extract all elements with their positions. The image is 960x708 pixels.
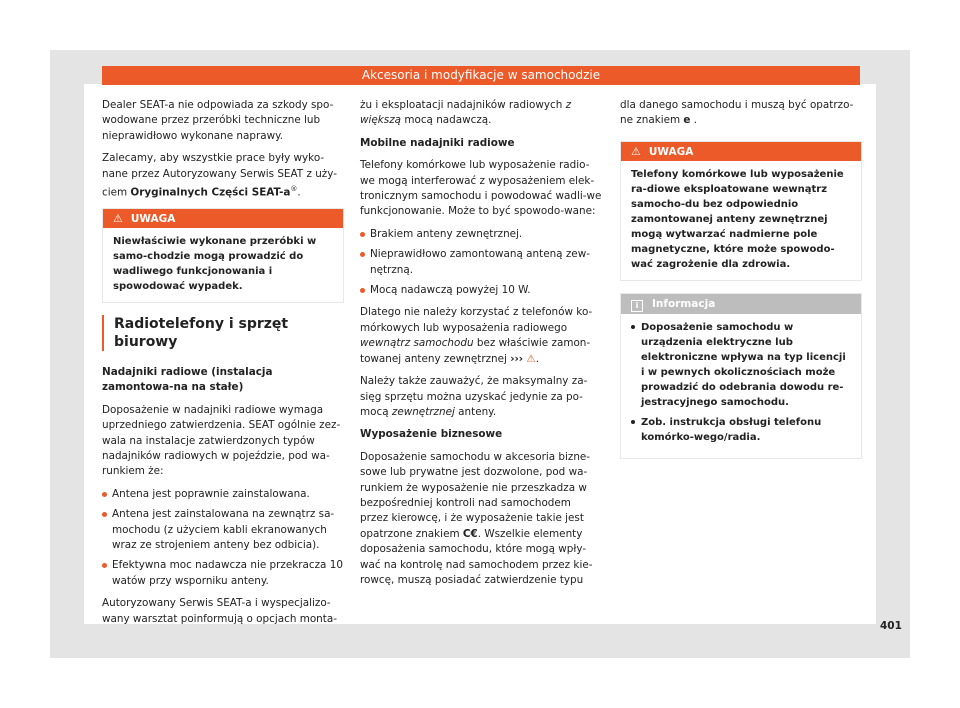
warning-box bbox=[102, 208, 344, 303]
list-item: Zob. instrukcja obsługi telefonu komórko-wego/radia. bbox=[631, 415, 851, 445]
subheading: Wyposażenie biznesowe bbox=[360, 428, 503, 441]
paragraph: Telefony komórkowe lub wyposażenie radio-we mogą interferować z wyposażeniem elek-tronicznym samochodu i powodować wadli-we funkcjonowanie. Może to być spowodo-wane: bbox=[360, 159, 602, 218]
paragraph: Doposażenie samochodu w akcesoria bizne-sowe lub prywatne jest dozwolone, pod wa-runkiem że wyposażenie nie przeszkadza w bezpośredniej kontroli nad samochodem przez kierowcę, i że wyposażenie takie jest opatrzone znakiem C€. Wszelkie elementy doposażenia samochodu, które mogą wpły-wać na kontrolę nad samochodem przez kie-rowcę, muszą posiadać zatwierdzenie typu bbox=[360, 450, 593, 586]
paragraph: Doposażenie w nadajniki radiowe wymaga uprzedniego zatwierdzenia. SEAT ogólnie zez-wala na instalacje zatwierdzonych typów nadajników radiowych w pojeździe, pod wa-runkiem że: bbox=[102, 403, 341, 478]
subheading: Nadajniki radiowe (instalacja zamontowa-na na stałe) bbox=[102, 365, 273, 394]
column-2 bbox=[360, 98, 602, 595]
list-item: Doposażenie samochodu w urządzenia elektryczne lub elektroniczne wpływa na typ licencji i w pewnych okolicznościach może prowadzić do odebrania dowodu re-jestracyjnego samochodu. bbox=[631, 320, 851, 410]
info-box bbox=[620, 293, 862, 459]
warning-header: ⚠ UWAGA bbox=[621, 142, 861, 161]
subheading: Mobilne nadajniki radiowe bbox=[360, 136, 515, 149]
column-3 bbox=[620, 98, 862, 459]
info-header: i Informacja bbox=[621, 294, 861, 314]
info-icon: i bbox=[631, 300, 643, 312]
warning-ref-icon[interactable]: ⚠ bbox=[526, 352, 536, 365]
e-mark: e bbox=[683, 114, 691, 127]
chapter-header: Akcesoria i modyfikacje w samochodzie bbox=[102, 66, 860, 85]
paragraph: Autoryzowany Serwis SEAT-a i wyspecjalizo-wany warsztat poinformują o opcjach monta- bbox=[102, 597, 337, 625]
list-item: Brakiem anteny zewnętrznej. bbox=[360, 227, 602, 242]
warning-header: ⚠ UWAGA bbox=[103, 209, 343, 228]
warning-icon: ⚠ bbox=[113, 211, 123, 225]
paragraph: dla danego samochodu i muszą być opatrzo-ne znakiem e . bbox=[620, 99, 854, 127]
paragraph: Dealer SEAT-a nie odpowiada za szkody spo-wodowane przez przeróbki techniczne lub nieprawidłowo wykonane naprawy. bbox=[102, 99, 334, 142]
ce-mark: C€ bbox=[462, 527, 478, 540]
list-item: Mocą nadawczą powyżej 10 W. bbox=[360, 283, 602, 298]
column-1 bbox=[102, 98, 344, 634]
list-item: Efektywna moc nadawcza nie przekracza 10 watów przy wsporniku anteny. bbox=[102, 558, 344, 589]
list-item: Antena jest poprawnie zainstalowana. bbox=[102, 487, 344, 502]
warning-box bbox=[620, 141, 862, 281]
paragraph: Zalecamy, aby wszystkie prace były wyko-nane przez Autoryzowany Serwis SEAT z uży-ciem Oryginalnych Części SEAT-a®. bbox=[102, 152, 337, 199]
info-body bbox=[621, 314, 861, 458]
list-item: Antena jest zainstalowana na zewnątrz sa-mochodu (z użyciem kabli ekranowanych wraz ze strojeniem anteny bez odbicia). bbox=[102, 507, 344, 553]
warning-text: Niewłaściwie wykonane przeróbki w samo-chodzie mogą prowadzić do wadliwego funkcjonowania i spowodować wypadek. bbox=[113, 235, 317, 292]
cross-reference-link[interactable]: ››› bbox=[510, 352, 524, 365]
page-number: 401 bbox=[880, 620, 902, 632]
paragraph: żu i eksploatacji nadajników radiowych z większą mocą nadawczą. bbox=[360, 99, 572, 127]
warning-icon: ⚠ bbox=[631, 144, 641, 158]
section-title: Radiotelefony i sprzęt biurowy bbox=[102, 315, 344, 351]
paragraph: Dlatego nie należy korzystać z telefonów ko-mórkowych lub wyposażenia radiowego wewnątrz samochodu bez właściwie zamon-towanej anteny zewnętrznej ››› ⚠. bbox=[360, 306, 593, 365]
warning-text: Telefony komórkowe lub wyposażenie ra-diowe eksploatowane wewnątrz samocho-du bez odpowiednio zamontowanej anteny zewnętrznej mogą wytwarzać nadmierne pole magnetyczne, które może spowodo-wać zagrożenie dla zdrowia. bbox=[631, 168, 844, 270]
list-item: Nieprawidłowo zamontowaną anteną zew-nętrzną. bbox=[360, 247, 602, 278]
paragraph: Należy także zauważyć, że maksymalny za-sięg sprzętu można uzyskać jedynie za po-mocą zewnętrznej anteny. bbox=[360, 375, 588, 418]
